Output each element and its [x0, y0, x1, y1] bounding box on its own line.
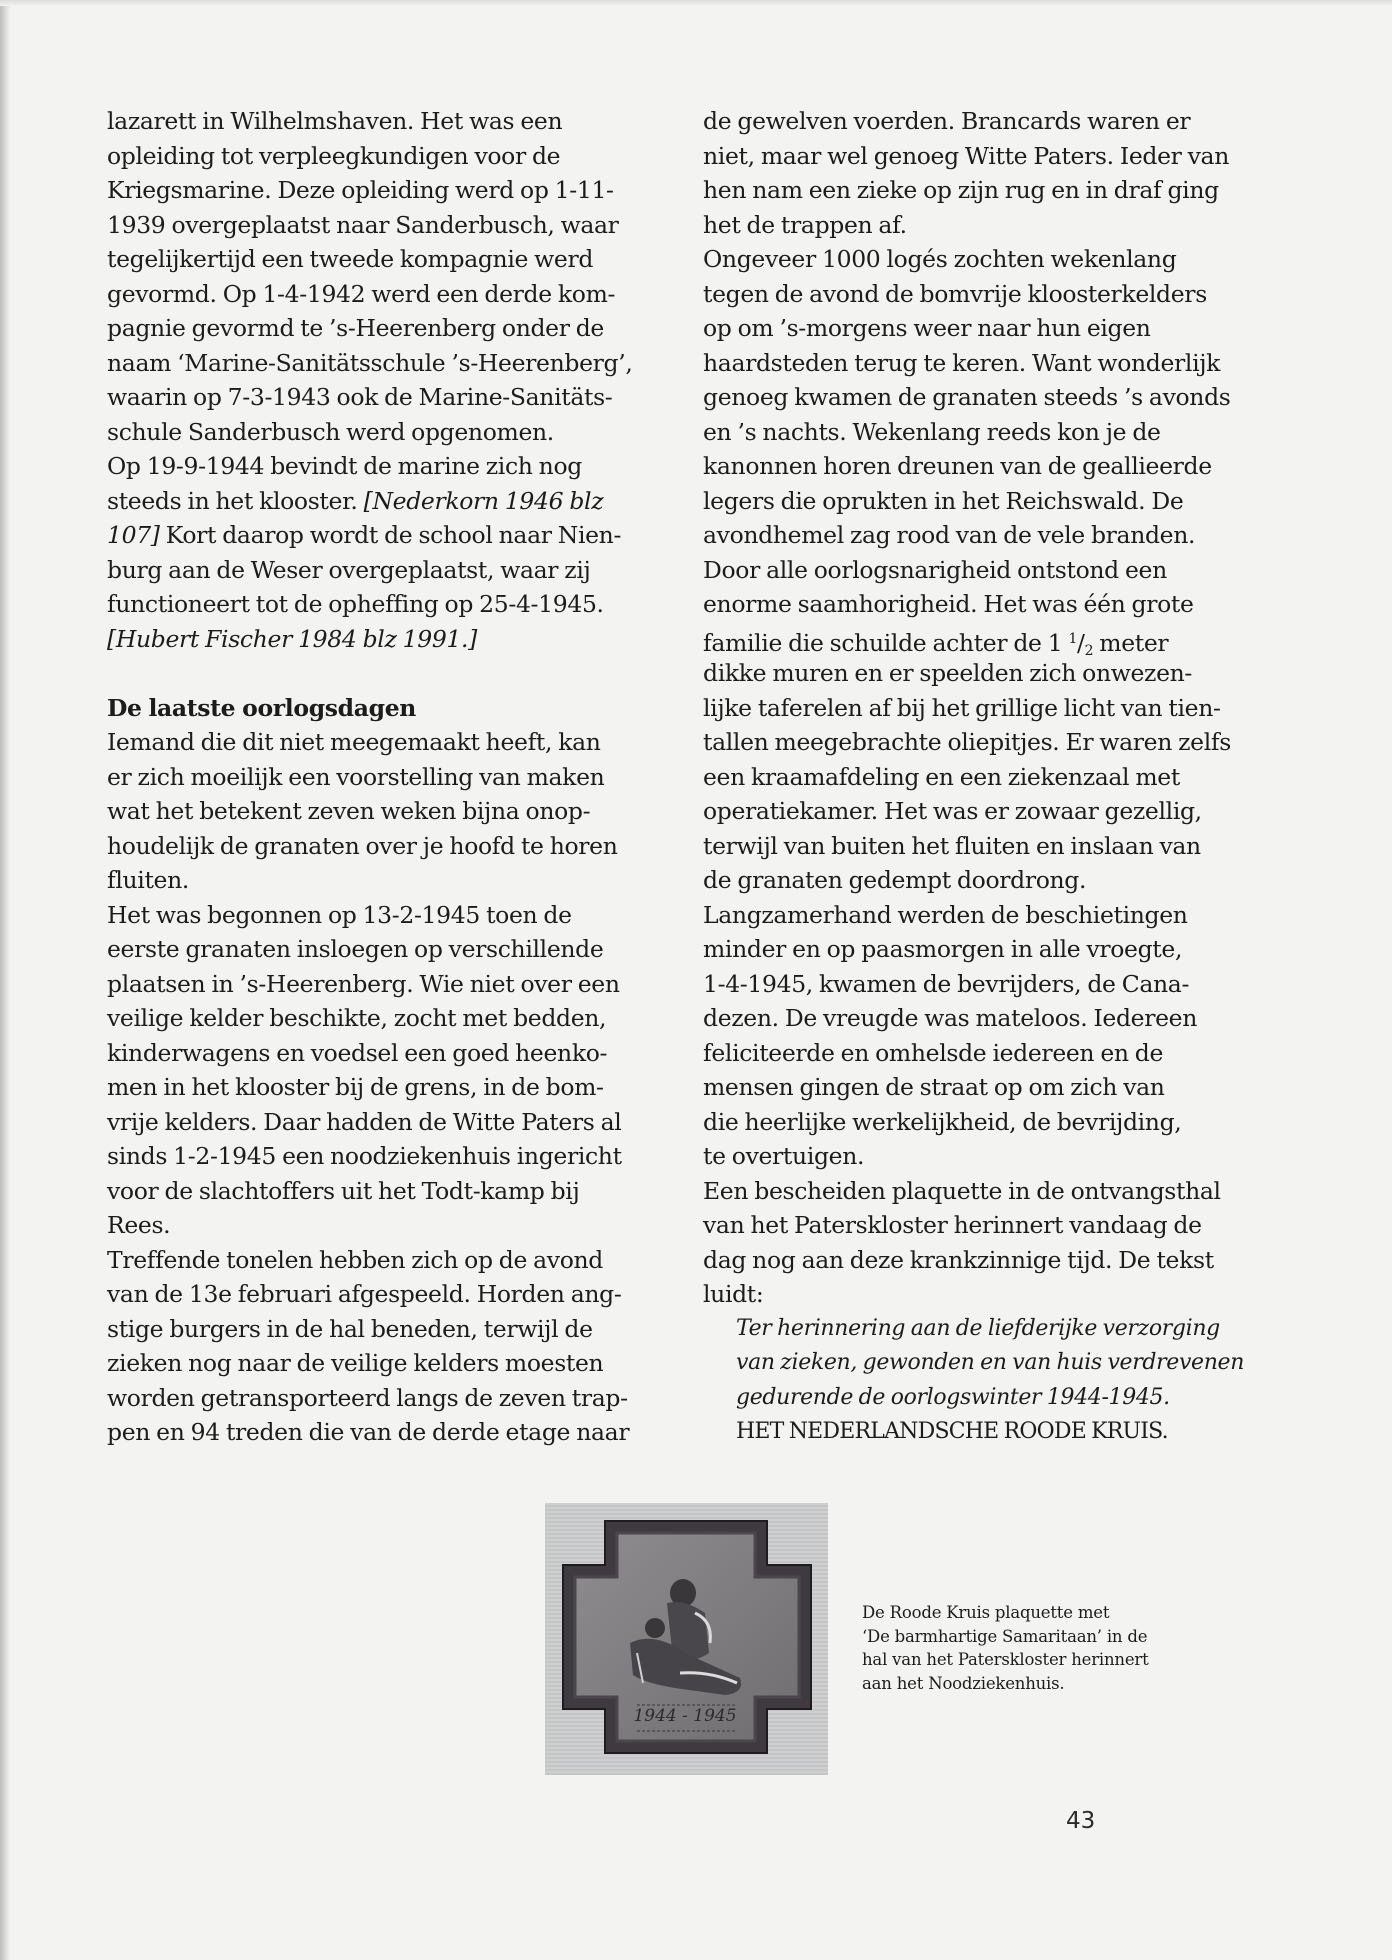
- caption-line: hal van het Paterskloster herinnert: [862, 1650, 1149, 1669]
- text-line: waarin op 7-3-1943 ook de Marine-Sanitäts-: [107, 383, 613, 411]
- caption-line: De Roode Kruis plaquette met: [862, 1603, 1110, 1622]
- quote-line: van zieken, gewonden en van huis verdrevenen: [736, 1350, 1245, 1375]
- text-line: [703, 622, 1273, 657]
- text-line: worden getransporteerd langs de zeven trap-: [107, 1383, 628, 1412]
- text-line: avondhemel zag rood van de vele branden.: [703, 521, 1196, 549]
- text-line: eerste granaten insloegen op verschillende: [107, 935, 604, 963]
- text-line: enorme saamhorigheid. Het was één grote: [703, 590, 1194, 618]
- text-line: wat het betekent zeven weken bijna onop-: [107, 797, 591, 825]
- text-line: legers die oprukten in het Reichswald. De: [703, 486, 1184, 515]
- plaque-inscription-quote: [703, 1312, 1273, 1450]
- text-line: mensen gingen de straat op om zich van: [703, 1073, 1165, 1101]
- text-line: Iemand die dit niet meegemaakt heeft, kan: [107, 728, 601, 756]
- text-line: kinderwagens en voedsel een goed heenko-: [107, 1038, 608, 1067]
- text-line: plaatsen in ’s-Heerenberg. Wie niet over een: [107, 969, 620, 998]
- text-line: er zich moeilijk een voorstelling van maken: [107, 762, 605, 791]
- text-line: niet, maar wel genoeg Witte Paters. Ieder van: [703, 141, 1230, 170]
- left-column: [107, 104, 667, 1450]
- text-line: op om ’s-morgens weer naar hun eigen: [703, 314, 1151, 342]
- citation: [Nederkorn 1946 blz: [363, 486, 604, 515]
- text-line: opleiding tot verpleegkundigen voor de: [107, 141, 561, 170]
- text-line: Langzamerhand werden de beschietingen: [703, 900, 1188, 929]
- fraction-numerator: 1: [1068, 630, 1078, 647]
- text-line: dag nog aan deze krankzinnige tijd. De tekst: [703, 1245, 1214, 1274]
- text-line: Door alle oorlogsnarigheid ontstond een: [703, 555, 1167, 584]
- text-line: minder en op paasmorgen in alle vroegte,: [703, 935, 1183, 963]
- text-line: tallen meegebrachte oliepitjes. Er waren zelfs: [703, 728, 1231, 756]
- fraction-slash: /: [1077, 628, 1085, 657]
- text-line: terwijl van buiten het fluiten en inslaan van: [703, 831, 1201, 860]
- text-line: pen en 94 treden die van de derde etage naar: [107, 1418, 630, 1446]
- text-line: van het Paterskloster herinnert vandaag de: [703, 1211, 1202, 1239]
- caption-line: ‘De barmhartige Samaritaan’ in de: [862, 1626, 1148, 1646]
- text-line: een kraamafdeling en een ziekenzaal met: [703, 762, 1180, 791]
- text-fragment: familie die schuilde achter de 1: [703, 628, 1069, 657]
- paragraph-intro: [107, 725, 667, 898]
- text-line: gevormd. Op 1-4-1942 werd een derde kom-: [107, 279, 616, 308]
- text-line: stige burgers in de hal beneden, terwijl de: [107, 1314, 593, 1343]
- plaque-years: 1944 - 1945: [633, 1706, 737, 1726]
- text-line: de gewelven voerden. Brancards waren er: [703, 107, 1191, 135]
- text-line: Rees.: [107, 1211, 171, 1239]
- text-line: veilige kelder beschikte, zocht met bedden,: [107, 1004, 607, 1032]
- text-line: zieken nog naar de veilige kelders moesten: [107, 1349, 604, 1377]
- text-line: luidt:: [703, 1280, 764, 1308]
- text-line: [107, 518, 667, 553]
- text-line: Een bescheiden plaquette in de ontvangsthal: [703, 1176, 1221, 1205]
- text-line: te overtuigen.: [703, 1142, 865, 1170]
- text-line: dezen. De vreugde was mateloos. Iedereen: [703, 1004, 1197, 1032]
- text-line: operatiekamer. Het was er zowaar gezellig,: [703, 797, 1202, 825]
- text-line: Ongeveer 1000 logés zochten wekenlang: [703, 245, 1177, 273]
- text-line: dikke muren en er speelden zich onwezen-: [703, 659, 1193, 687]
- plaque-photo: [545, 1503, 828, 1775]
- text-line: fluiten.: [107, 866, 190, 894]
- text-line: lijke taferelen af bij het grillige licht van tien-: [703, 693, 1221, 722]
- fraction-denominator: 2: [1084, 642, 1094, 659]
- text-line: [107, 484, 667, 519]
- page-top-shadow: [0, 0, 1392, 6]
- figure-caption: [862, 1601, 1262, 1695]
- paragraph-gap: [107, 656, 667, 691]
- text-line: tegen de avond de bomvrije kloosterkelders: [703, 279, 1207, 308]
- paragraph-marine-school: [107, 104, 667, 449]
- citation: 107]: [107, 521, 160, 549]
- text-line: en ’s nachts. Wekenlang reeds kon je de: [703, 417, 1161, 446]
- text-line: Kriegsmarine. Deze opleiding werd op 1-11-: [107, 176, 614, 204]
- text-line: het de trappen af.: [703, 210, 907, 239]
- text-line: schule Sanderbusch werd opgenomen.: [107, 417, 554, 446]
- citation: [Hubert Fischer 1984 blz 1991.]: [107, 624, 477, 653]
- text-line: functioneert tot de opheffing op 25-4-1945.: [107, 590, 604, 618]
- text-line: Treffende tonelen hebben zich op de avond: [107, 1245, 603, 1274]
- text-fragment: meter: [1093, 628, 1169, 657]
- quote-line: gedurende de oorlogswinter 1944-1945.: [736, 1384, 1170, 1410]
- text-line: houdelijk de granaten over je hoofd te horen: [107, 831, 618, 860]
- text-line: haardsteden terug te keren. Want wonderlijk: [703, 348, 1221, 377]
- text-line: feliciteerde en omhelsde iedereen en de: [703, 1038, 1164, 1067]
- text-line: vrije kelders. Daar hadden de Witte Paters al: [107, 1107, 622, 1136]
- paragraph-liberation: [703, 898, 1273, 1174]
- red-cross-plaque-icon: [545, 1503, 828, 1775]
- quote-line: Ter herinnering aan de liefderijke verzorging: [736, 1315, 1220, 1341]
- text-line: van de 13e februari afgespeeld. Horden ang-: [107, 1280, 622, 1308]
- text-line: sinds 1-2-1945 een noodziekenhuis ingericht: [107, 1142, 622, 1170]
- text-line: voor de slachtoffers uit het Todt-kamp bij: [107, 1176, 580, 1205]
- text-line: tegelijkertijd een tweede kompagnie werd: [107, 245, 594, 273]
- text-line: hen nam een zieke op zijn rug en in draf ging: [703, 176, 1219, 204]
- paragraph-stretchers: [703, 104, 1273, 242]
- paragraph-shelling-begins: [107, 898, 667, 1243]
- paragraph-february-13: [107, 1243, 667, 1450]
- page-number: 43: [1066, 1808, 1096, 1834]
- text-line: lazarett in Wilhelmshaven. Het was een: [107, 107, 563, 135]
- text-line: die heerlijke werkelijkheid, de bevrijding,: [703, 1107, 1182, 1136]
- text-line: men in het klooster bij de grens, in de bom-: [107, 1073, 604, 1101]
- text-line: burg aan de Weser overgeplaatst, waar zij: [107, 555, 591, 584]
- section-heading: De laatste oorlogsdagen: [107, 693, 417, 722]
- text-line: naam ‘Marine-Sanitätsschule ’s-Heerenberg’,: [107, 348, 633, 377]
- right-column: [703, 104, 1273, 1450]
- text-fragment: Kort daarop wordt de school naar Nien-: [159, 521, 622, 549]
- text-line: 1939 overgeplaatst naar Sanderbusch, waar: [107, 210, 619, 239]
- text-line: kanonnen horen dreunen van de geallieerde: [703, 452, 1212, 480]
- text-line: pagnie gevormd te ’s-Heerenberg onder de: [107, 314, 604, 342]
- text-line: Het was begonnen op 13-2-1945 toen de: [107, 900, 572, 929]
- caption-line: aan het Noodziekenhuis.: [862, 1673, 1065, 1693]
- page-edge-shadow: [0, 0, 10, 1960]
- paragraph-cellars: [703, 242, 1273, 898]
- text-line: Op 19-9-1944 bevindt de marine zich nog: [107, 452, 582, 480]
- text-line: de granaten gedempt doordrong.: [703, 866, 1087, 894]
- text-fragment: steeds in het klooster.: [107, 486, 364, 515]
- paragraph-plaque: [703, 1174, 1273, 1312]
- quote-signature: HET NEDERLANDSCHE ROODE KRUIS.: [736, 1419, 1168, 1444]
- text-line: genoeg kwamen de granaten steeds ’s avonds: [703, 383, 1231, 411]
- paragraph-nienburg: [107, 449, 667, 656]
- text-line: 1-4-1945, kwamen de bevrijders, de Cana-: [703, 969, 1190, 998]
